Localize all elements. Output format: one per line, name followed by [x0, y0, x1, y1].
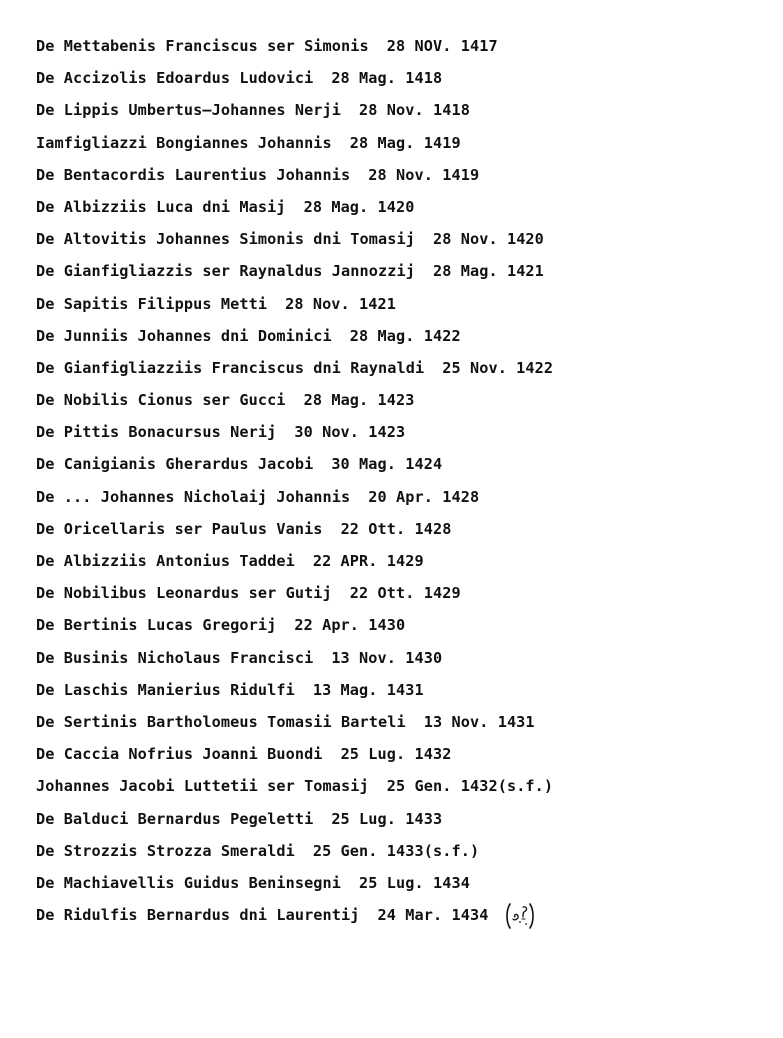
entry-row: [36, 835, 776, 867]
entry-row: [36, 513, 776, 545]
entry-row: [36, 609, 776, 641]
entry-name: De Albizziis Luca dni Masij: [36, 197, 286, 216]
entry-row: [36, 738, 776, 770]
entry-name: De Gianfigliazziis Franciscus dni Raynaldi: [36, 358, 425, 377]
entry-name: De Pittis Bonacursus Nerij: [36, 423, 277, 442]
entry-row: [36, 416, 776, 448]
entry-row: [36, 159, 776, 191]
entry-name: De Ridulfis Bernardus dni Laurentij: [36, 906, 360, 925]
entry-name: De Nobilibus Leonardus ser Gutij: [36, 584, 332, 603]
entry-row: [36, 94, 776, 126]
entry-date: 25 Lug. 1432: [340, 745, 452, 764]
entry-date: 28 Nov. 1420: [433, 230, 544, 249]
entry-row: [36, 545, 776, 577]
entry-row: [36, 481, 776, 513]
entry-name: De Balduci Bernardus Pegeletti: [36, 809, 314, 828]
entry-date: 28 Mag. 1423: [303, 391, 415, 410]
entry-name: De ... Johannes Nicholaij Johannis: [36, 487, 351, 506]
entry-name: De Accizolis Edoardus Ludovici: [36, 69, 314, 88]
entry-date: 25 Gen. 1433(s.f.): [312, 841, 480, 860]
entry-row: [36, 255, 776, 287]
entry-row: [36, 706, 776, 738]
entry-name: De Businis Nicholaus Francisci: [36, 648, 314, 667]
entry-date: 30 Nov. 1423: [294, 423, 406, 442]
entry-name: Johannes Jacobi Luttetii ser Tomasij: [36, 777, 369, 796]
entry-row: [36, 30, 776, 62]
entry-name: De Nobilis Cionus ser Gucci: [36, 391, 286, 410]
entry-name: De Canigianis Gherardus Jacobi: [36, 455, 314, 474]
entry-row: [36, 352, 776, 384]
entry-date: 22 Ott. 1428: [340, 519, 452, 538]
entry-name: De Albizziis Antonius Taddei: [36, 552, 295, 570]
entry-row: [36, 127, 776, 159]
entry-row: [36, 770, 776, 802]
entry-row: [36, 62, 776, 94]
entry-list: [36, 30, 776, 931]
entry-row: [36, 867, 776, 899]
entry-date: 22 Ott. 1429: [349, 584, 461, 603]
entry-row: [36, 191, 776, 223]
entry-name: De Altovitis Johannes Simonis dni Tomasij: [36, 230, 415, 249]
entry-name: De Bentacordis Laurentius Johannis: [36, 165, 351, 184]
entry-name: De Sapitis Filippus Metti: [36, 294, 268, 313]
entry-date: 25 Lug. 1433: [331, 809, 443, 828]
entry-name: De Strozzis Strozza Smeraldi: [36, 841, 295, 860]
entry-name: De Gianfigliazzis ser Raynaldus Jannozzij: [36, 262, 415, 281]
entry-date: 28 Mag. 1420: [303, 197, 415, 216]
entry-date: 28 Nov. 1418: [359, 101, 470, 120]
entry-row: [36, 448, 776, 480]
entry-date: 25 Gen. 1432(s.f.): [386, 777, 554, 796]
entry-name: Iamfigliazzi Bongiannes Johannis: [36, 133, 332, 152]
entry-date: 28 Mag. 1421: [433, 262, 544, 281]
entry-date: 25 Nov. 1422: [442, 358, 554, 377]
entry-date: 28 Nov. 1421: [285, 294, 397, 313]
entry-date: 28 NOV. 1417: [386, 37, 498, 55]
entry-date: 24 Mar. 1434: [377, 906, 489, 925]
entry-name: De Mettabenis Franciscus ser Simonis: [36, 37, 369, 55]
entry-name: De Caccia Nofrius Joanni Buondi: [36, 745, 323, 764]
entry-date: 25 Lug. 1434: [359, 873, 470, 892]
entry-date: 28 Mag. 1419: [349, 133, 461, 152]
entry-date: 13 Nov. 1430: [331, 648, 443, 667]
entry-row: [36, 288, 776, 320]
entry-row: [36, 674, 776, 706]
entry-date: 22 APR. 1429: [312, 552, 424, 570]
entry-row: [36, 803, 776, 835]
entry-name: De Lippis Umbertus—Johannes Nerji: [36, 101, 342, 120]
entry-date: 22 Apr. 1430: [294, 616, 406, 635]
entry-row: [36, 642, 776, 674]
entry-row: [36, 384, 776, 416]
handwritten-note: [504, 902, 536, 930]
entry-date: 20 Apr. 1428: [368, 487, 480, 506]
entry-row: [36, 320, 776, 352]
entry-name: De Sertinis Bartholomeus Tomasii Barteli: [36, 712, 406, 731]
entry-date: 28 Nov. 1419: [368, 165, 480, 184]
entry-name: De Oricellaris ser Paulus Vanis: [36, 519, 323, 538]
entry-date: 13 Mag. 1431: [312, 680, 424, 699]
entry-date: 13 Nov. 1431: [423, 712, 535, 731]
entry-name: De Machiavellis Guidus Beninsegni: [36, 873, 342, 892]
entry-date: 28 Mag. 1418: [331, 69, 443, 88]
entry-date: 30 Mag. 1424: [331, 455, 443, 474]
entry-row: [36, 899, 776, 931]
entry-name: De Junniis Johannes dni Dominici: [36, 326, 332, 345]
entry-name: De Bertinis Lucas Gregorij: [36, 616, 277, 635]
entry-row: [36, 577, 776, 609]
entry-date: 28 Mag. 1422: [349, 326, 461, 345]
entry-name: De Laschis Manierius Ridulfi: [36, 680, 295, 699]
entry-row: [36, 223, 776, 255]
